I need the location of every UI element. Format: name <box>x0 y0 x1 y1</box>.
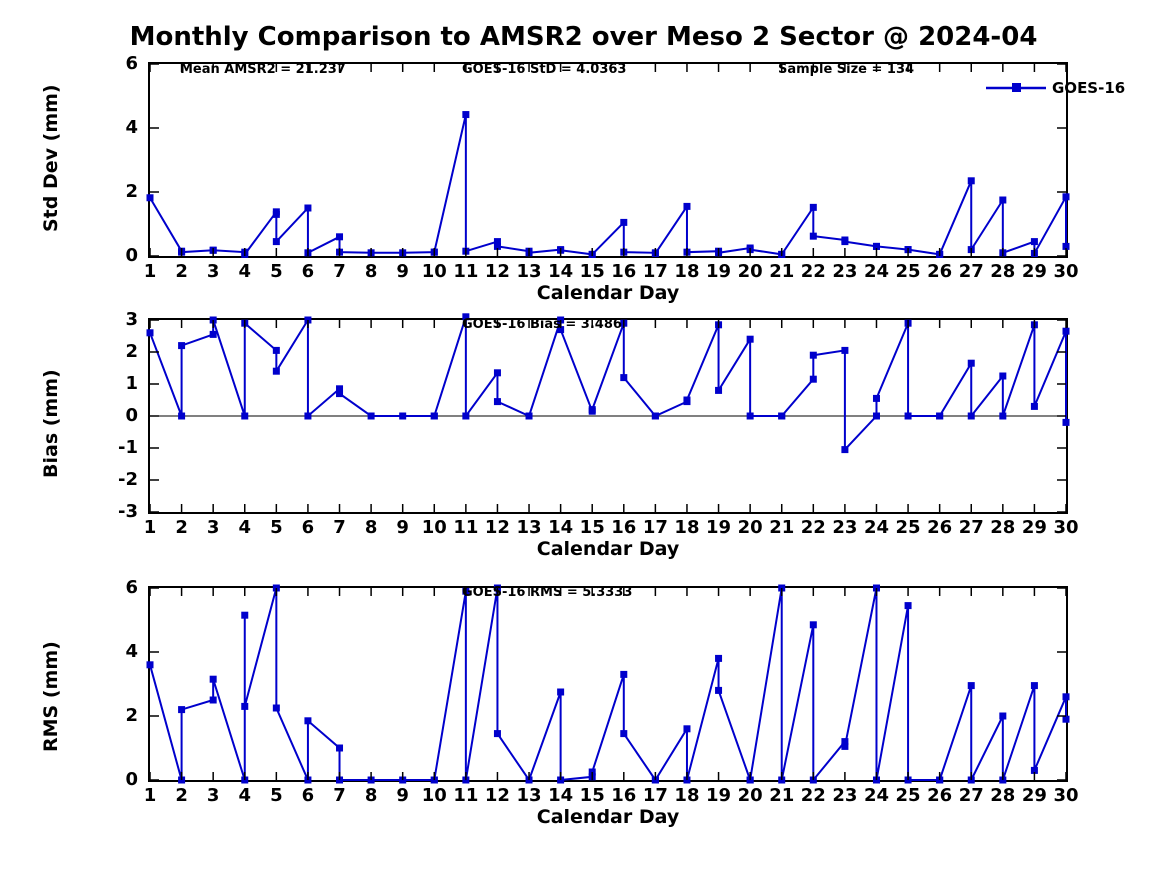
x-tick-rms: 1 <box>143 785 157 806</box>
data-point-marker <box>241 703 248 710</box>
x-tick-bias: 2 <box>175 517 188 538</box>
annotation-sample-size: Sample Size = 134 <box>778 62 915 77</box>
x-tick-std-dev: 26 <box>927 261 953 282</box>
x-tick-rms: 16 <box>611 785 637 806</box>
x-tick-rms: 14 <box>548 785 574 806</box>
y-tick-std-dev: 2 <box>125 181 138 202</box>
x-tick-bias: 4 <box>238 517 252 538</box>
x-tick-bias: 25 <box>895 517 921 538</box>
x-tick-rms: 11 <box>453 785 479 806</box>
x-tick-rms: 9 <box>396 785 409 806</box>
x-tick-bias: 9 <box>396 517 409 538</box>
x-tick-rms: 17 <box>642 785 668 806</box>
data-point-marker <box>557 689 564 696</box>
x-tick-std-dev: 24 <box>863 261 889 282</box>
x-tick-rms: 2 <box>175 785 188 806</box>
x-tick-std-dev: 11 <box>453 261 479 282</box>
data-point-marker <box>241 612 248 619</box>
x-tick-rms: 26 <box>927 785 953 806</box>
x-tick-bias: 26 <box>927 517 953 538</box>
x-tick-rms: 13 <box>516 785 542 806</box>
x-tick-bias: 13 <box>516 517 542 538</box>
x-tick-std-dev: 8 <box>364 261 378 282</box>
data-point-marker <box>999 713 1006 720</box>
x-tick-std-dev: 28 <box>990 261 1016 282</box>
data-point-marker <box>210 676 217 683</box>
data-point-marker <box>683 725 690 732</box>
x-tick-std-dev: 6 <box>301 261 315 282</box>
data-point-marker <box>968 682 975 689</box>
x-tick-bias: 12 <box>484 517 510 538</box>
data-point-marker <box>210 697 217 704</box>
data-point-marker <box>178 706 185 713</box>
x-tick-std-dev: 5 <box>270 261 283 282</box>
y-axis-label-rms: RMS (mm) <box>40 641 62 752</box>
y-axis-label-std-dev: Std Dev (mm) <box>40 84 62 232</box>
x-tick-rms: 6 <box>301 785 315 806</box>
x-tick-rms: 4 <box>238 785 252 806</box>
y-tick-bias: -2 <box>118 469 138 490</box>
x-tick-bias: 29 <box>1021 517 1047 538</box>
x-tick-rms: 28 <box>990 785 1016 806</box>
x-tick-bias: 24 <box>863 517 889 538</box>
x-tick-std-dev: 23 <box>832 261 858 282</box>
data-point-marker <box>1063 693 1070 700</box>
x-tick-rms: 7 <box>333 785 346 806</box>
x-tick-std-dev: 21 <box>769 261 795 282</box>
x-tick-std-dev: 17 <box>642 261 668 282</box>
annotation-mean-amsr2: Mean AMSR2 = 21.237 <box>180 62 346 77</box>
data-point-marker <box>620 671 627 678</box>
x-tick-bias: 6 <box>301 517 315 538</box>
y-tick-bias: 0 <box>125 405 138 426</box>
y-tick-rms: 4 <box>125 641 138 662</box>
plot-area-rms <box>148 586 1068 782</box>
x-tick-rms: 3 <box>206 785 220 806</box>
x-axis-label-bias: Calendar Day <box>536 538 680 560</box>
x-tick-rms: 27 <box>958 785 984 806</box>
x-tick-std-dev: 13 <box>516 261 542 282</box>
x-tick-std-dev: 22 <box>800 261 826 282</box>
x-tick-std-dev: 15 <box>579 261 605 282</box>
x-tick-std-dev: 18 <box>674 261 700 282</box>
annotation-bias: GOES-16 Bias = 3.486 <box>462 317 622 332</box>
x-tick-bias: 20 <box>737 517 763 538</box>
y-tick-rms: 0 <box>125 769 138 790</box>
x-tick-bias: 1 <box>143 517 157 538</box>
x-tick-std-dev: 29 <box>1021 261 1047 282</box>
x-tick-std-dev: 14 <box>548 261 574 282</box>
y-tick-std-dev: 6 <box>125 53 138 74</box>
x-tick-bias: 23 <box>832 517 858 538</box>
x-tick-std-dev: 25 <box>895 261 921 282</box>
x-tick-rms: 19 <box>706 785 732 806</box>
x-tick-bias: 22 <box>800 517 826 538</box>
x-tick-std-dev: 7 <box>333 261 346 282</box>
data-point-marker <box>810 621 817 628</box>
x-tick-bias: 28 <box>990 517 1016 538</box>
x-tick-bias: 3 <box>206 517 220 538</box>
data-point-marker <box>715 687 722 694</box>
x-tick-bias: 7 <box>333 517 346 538</box>
x-tick-std-dev: 16 <box>611 261 637 282</box>
x-tick-rms: 24 <box>863 785 889 806</box>
x-tick-std-dev: 30 <box>1053 261 1079 282</box>
x-tick-std-dev: 12 <box>484 261 510 282</box>
page-title: Monthly Comparison to AMSR2 over Meso 2 Sector @ 2024-04 <box>129 22 1038 52</box>
x-tick-std-dev: 20 <box>737 261 763 282</box>
x-tick-bias: 11 <box>453 517 479 538</box>
y-tick-rms: 6 <box>125 577 138 598</box>
y-axis-label-bias: Bias (mm) <box>40 369 62 478</box>
x-tick-bias: 17 <box>642 517 668 538</box>
x-tick-rms: 29 <box>1021 785 1047 806</box>
y-tick-bias: 2 <box>125 341 138 362</box>
x-tick-std-dev: 3 <box>206 261 220 282</box>
y-tick-bias: -1 <box>118 437 138 458</box>
x-tick-rms: 18 <box>674 785 700 806</box>
x-tick-bias: 19 <box>706 517 732 538</box>
x-tick-rms: 22 <box>800 785 826 806</box>
data-point-marker <box>494 730 501 737</box>
y-tick-bias: 3 <box>125 309 138 330</box>
x-axis-label-rms: Calendar Day <box>536 806 680 828</box>
x-tick-rms: 10 <box>421 785 447 806</box>
y-tick-std-dev: 4 <box>125 117 138 138</box>
x-tick-bias: 30 <box>1053 517 1079 538</box>
x-tick-rms: 5 <box>270 785 283 806</box>
series-canvas-rms <box>150 588 1066 780</box>
y-tick-rms: 2 <box>125 705 138 726</box>
data-point-marker <box>620 730 627 737</box>
x-tick-std-dev: 1 <box>143 261 157 282</box>
data-point-marker <box>304 717 311 724</box>
x-tick-rms: 20 <box>737 785 763 806</box>
x-tick-std-dev: 9 <box>396 261 409 282</box>
x-tick-rms: 23 <box>832 785 858 806</box>
x-tick-bias: 15 <box>579 517 605 538</box>
x-tick-bias: 16 <box>611 517 637 538</box>
x-tick-std-dev: 4 <box>238 261 252 282</box>
x-tick-rms: 30 <box>1053 785 1079 806</box>
x-tick-std-dev: 19 <box>706 261 732 282</box>
data-point-marker <box>336 745 343 752</box>
x-tick-bias: 21 <box>769 517 795 538</box>
legend-label-goes16: GOES-16 <box>1052 79 1126 97</box>
annotation-rms: GOES-16 RMS = 5.3333 <box>462 585 633 600</box>
annotation-std: GOES-16 StD = 4.0363 <box>462 62 627 77</box>
x-tick-bias: 5 <box>270 517 283 538</box>
x-tick-bias: 10 <box>421 517 447 538</box>
x-tick-std-dev: 2 <box>175 261 188 282</box>
data-point-marker <box>147 661 154 668</box>
x-tick-std-dev: 27 <box>958 261 984 282</box>
data-point-marker <box>905 602 912 609</box>
x-tick-rms: 21 <box>769 785 795 806</box>
y-tick-bias: -3 <box>118 501 138 522</box>
x-axis-label-std-dev: Calendar Day <box>536 282 680 304</box>
x-tick-bias: 8 <box>364 517 378 538</box>
x-tick-rms: 25 <box>895 785 921 806</box>
data-point-marker <box>273 705 280 712</box>
data-point-marker <box>841 743 848 750</box>
x-tick-rms: 12 <box>484 785 510 806</box>
x-tick-rms: 8 <box>364 785 378 806</box>
x-tick-rms: 15 <box>579 785 605 806</box>
y-tick-bias: 1 <box>125 373 138 394</box>
x-tick-bias: 14 <box>548 517 574 538</box>
x-tick-bias: 27 <box>958 517 984 538</box>
data-point-marker <box>1031 682 1038 689</box>
x-tick-bias: 18 <box>674 517 700 538</box>
data-line <box>150 588 1066 780</box>
x-tick-std-dev: 10 <box>421 261 447 282</box>
y-tick-std-dev: 0 <box>125 245 138 266</box>
data-point-marker <box>715 655 722 662</box>
